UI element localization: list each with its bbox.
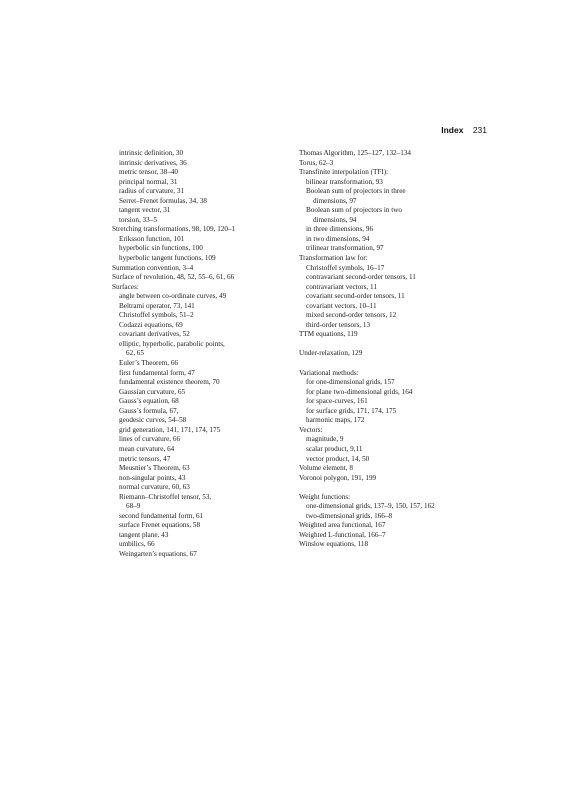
index-subentry: Riemann–Christoffel tensor, 53,: [119, 492, 212, 501]
index-subentry: Eriksson function, 101: [119, 234, 185, 243]
index-entry-continuation: 68–9: [126, 502, 141, 511]
index-subentry: Christoffel symbols, 16–17: [306, 263, 385, 272]
index-subentry: Boolean sum of projectors in two: [306, 206, 403, 215]
index-subentry: tangent plane, 43: [119, 530, 169, 539]
index-subentry: in three dimensions, 96: [306, 225, 374, 234]
page-number: 231: [472, 125, 487, 135]
index-main-entry: Surface of revolution, 48, 52, 55–6, 61, 66: [112, 273, 235, 282]
index-column-right: [299, 149, 489, 550]
index-main-entry: Thomas Algorithm, 125–127, 132–134: [299, 149, 412, 157]
index-subentry: second fundamental form, 61: [119, 511, 204, 520]
index-main-entry: Summation convention, 3–4: [112, 263, 194, 272]
index-subentry: covariant second-order tensors, 11: [306, 292, 405, 301]
index-subentry: mixed second-order tensors, 12: [306, 311, 397, 320]
index-subentry: radius of curvature, 31: [119, 187, 185, 196]
index-main-entry: Weighted L-functional, 166–7: [299, 530, 386, 539]
index-subentry: trilinear transformation, 97: [306, 244, 384, 253]
index-subentry: for space-curves, 161: [306, 397, 368, 406]
index-subentry: contravariant vectors, 11: [306, 282, 377, 291]
index-column-left: [112, 149, 292, 560]
index-subentry: hyperbolic tangent functions, 109: [119, 254, 216, 263]
index-subentry: Meusnier’s Theorem, 63: [119, 464, 190, 473]
index-main-entry: Weighted area functional, 167: [299, 521, 386, 530]
index-main-entry: Stretching transformations, 98, 109, 120–1: [112, 225, 236, 234]
section-gap: [299, 483, 489, 493]
index-main-entry: Transfinite interpolation (TFI):: [299, 168, 389, 177]
index-subentry: geodesic curves, 54–58: [119, 416, 187, 425]
index-subentry: magnitude, 9: [306, 435, 344, 444]
index-subentry: contravariant second-order tensors, 11: [306, 273, 416, 282]
index-main-entry: Winslow equations, 118: [299, 540, 369, 549]
index-main-entry: TTM equations, 119: [299, 330, 358, 339]
index-subentry: covariant derivatives, 52: [119, 330, 190, 339]
index-subentry: Gaussian curvature, 65: [119, 387, 186, 396]
index-main-entry: Weight functions:: [299, 492, 351, 501]
index-main-entry: Under-relaxation, 129: [299, 349, 363, 358]
index-subentry: Serret–Frenet formulas, 34, 38: [119, 196, 208, 205]
index-subentry: for one-dimensional grids, 157: [306, 378, 395, 387]
index-subentry: Codazzi equations, 69: [119, 320, 183, 329]
index-subentry: angle between co-ordinate curves, 49: [119, 292, 227, 301]
index-subentry: Gauss’s formula, 67,: [119, 406, 179, 415]
index-entry-continuation: 62, 65: [126, 349, 144, 358]
index-subentry: metric tensors, 47: [119, 454, 171, 463]
index-main-entry: Torus, 62–3: [299, 158, 334, 167]
index-subentry: third-order tensors, 13: [306, 320, 371, 329]
index-subentry: metric tensor, 38–40: [119, 168, 178, 177]
index-subentry: fundamental existence theorem, 70: [119, 378, 220, 387]
index-subentry: harmonic maps, 172: [306, 416, 365, 425]
index-subentry: Christoffel symbols, 51–2: [119, 311, 194, 320]
index-subentry: mean curvature, 64: [119, 444, 175, 453]
index-main-entry: Surfaces:: [112, 282, 139, 291]
index-subentry: tangent vector, 31: [119, 206, 171, 215]
index-subentry: elliptic, hyperbolic, parabolic points,: [119, 339, 225, 348]
index-subentry: one-dimensional grids, 137–9, 150, 157, 162: [306, 502, 435, 511]
index-subentry: in two dimensions, 94: [306, 234, 370, 243]
index-main-entry: Volume element, 8: [299, 464, 353, 473]
index-subentry: intrinsic derivatives, 36: [119, 158, 187, 167]
index-subentry: covariant vectors, 10–11: [306, 301, 377, 310]
index-subentry: vector product, 14, 50: [306, 454, 370, 463]
index-subentry: first fundamental form, 47: [119, 368, 195, 377]
index-subentry: grid generation, 141, 171, 174, 175: [119, 425, 221, 434]
section-gap: [299, 340, 489, 350]
index-main-entry: Vectors:: [299, 425, 323, 434]
index-subentry: Gauss’s equation, 68: [119, 397, 179, 406]
index-subentry: normal curvature, 60, 63: [119, 483, 190, 492]
page-title: Index: [441, 125, 464, 135]
index-subentry: bilinear transformation, 93: [306, 177, 383, 186]
index-subentry: Beltrami operator, 73, 141: [119, 301, 195, 310]
index-subentry: for surface grids, 171, 174, 175: [306, 406, 397, 415]
index-subentry: umbilics, 66: [119, 540, 155, 549]
index-main-entry: Voronoi polygon, 191, 199: [299, 473, 377, 482]
index-subentry: Boolean sum of projectors in three: [306, 187, 406, 196]
index-entry-continuation: dimensions, 94: [313, 215, 357, 224]
index-subentry: hyperbolic sin functions, 100: [119, 244, 203, 253]
index-subentry: intrinsic definition, 30: [119, 149, 184, 157]
index-main-entry: Variational methods:: [299, 368, 359, 377]
index-subentry: Weingarten’s equations, 67: [119, 549, 197, 558]
index-subentry: two-dimensional grids, 166–8: [306, 511, 393, 520]
index-subentry: principal normal, 31: [119, 177, 178, 186]
index-subentry: for plane two-dimensional grids, 164: [306, 387, 413, 396]
section-gap: [299, 359, 489, 369]
index-subentry: non-singular points, 43: [119, 473, 186, 482]
index-entry-continuation: dimensions, 97: [313, 196, 357, 205]
index-subentry: lines of curvature, 66: [119, 435, 181, 444]
index-subentry: torsion, 33–5: [119, 215, 157, 224]
index-subentry: surface Frenet equations, 58: [119, 521, 201, 530]
index-subentry: scalar product, 9,11: [306, 444, 363, 453]
index-main-entry: Transformation law for:: [299, 254, 368, 263]
index-subentry: Euler’s Theorem, 66: [119, 359, 179, 368]
running-head: [441, 125, 487, 135]
